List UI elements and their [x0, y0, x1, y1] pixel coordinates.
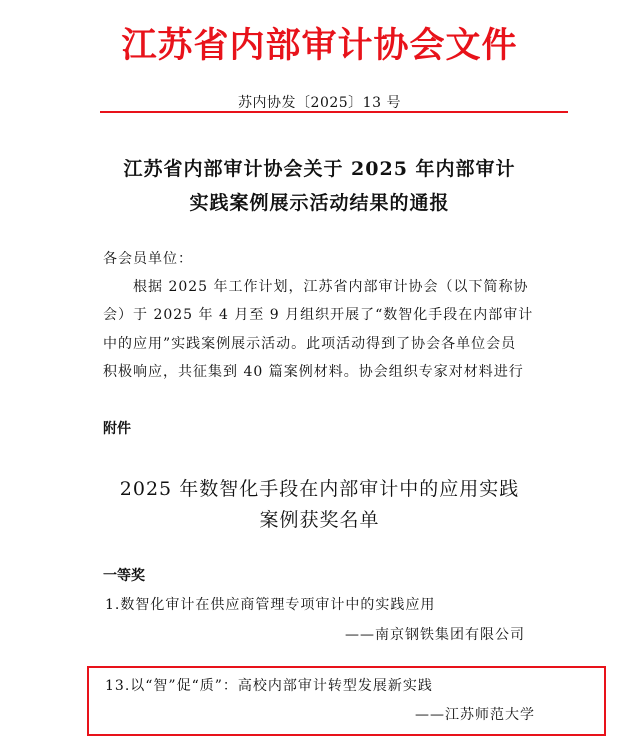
paragraph-line: 会）于 2025 年 4 月至 9 月组织开展了“数智化手段在内部审计	[103, 307, 534, 323]
award-entry-organization: ——江苏师范大学	[415, 707, 535, 723]
paragraph-line: 根据 2025 年工作计划，江苏省内部审计协会（以下简称协	[133, 279, 529, 295]
document-number: 苏内协发〔2025〕13 号	[238, 95, 401, 111]
award-list-title-line2: 案例获奖名单	[259, 509, 380, 531]
attachment-label: 附件	[103, 421, 131, 437]
paragraph-line: 中的应用”实践案例展示活动。此项活动得到了协会各单位会员	[103, 336, 517, 352]
paragraph-line: 积极响应，共征集到 40 篇案例材料。协会组织专家对材料进行	[103, 364, 524, 380]
notice-title-line1: 江苏省内部审计协会关于 2025 年内部审计	[123, 158, 516, 180]
notice-title-line2: 实践案例展示活动结果的通报	[189, 192, 450, 214]
salutation: 各会员单位：	[103, 251, 193, 267]
org-header-title: 江苏省内部审计协会文件	[121, 25, 518, 66]
award-entry-title: 1.数智化审计在供应商管理专项审计中的实践应用	[105, 597, 436, 613]
award-entry-organization: ——南京钢铁集团有限公司	[345, 627, 525, 643]
award-list-title-line1: 2025 年数智化手段在内部审计中的应用实践	[119, 478, 520, 500]
red-divider-line	[100, 111, 568, 113]
award-entry-title: 13.以“智”促“质”：高校内部审计转型发展新实践	[105, 678, 433, 694]
first-prize-heading: 一等奖	[103, 568, 145, 584]
